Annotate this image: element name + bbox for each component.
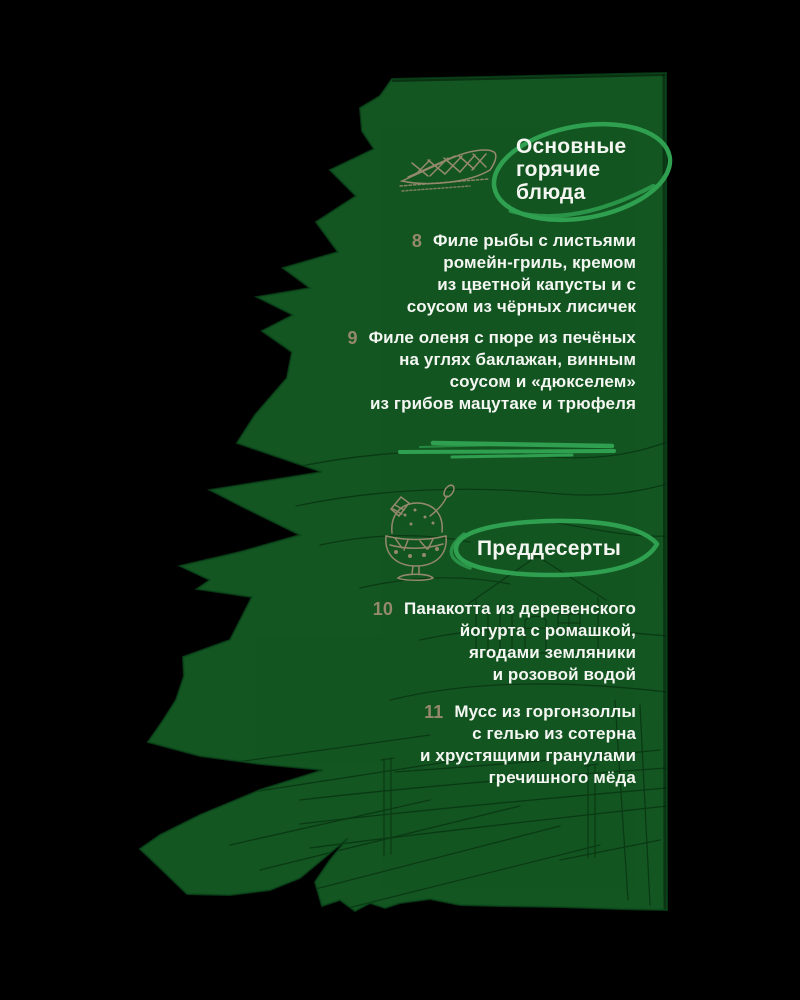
section-title-line: Основные xyxy=(516,135,627,158)
menu-item xyxy=(306,229,636,318)
menu-item xyxy=(306,597,636,686)
menu-item-text: Панакотта из деревенского xyxy=(404,599,636,618)
menu-item-number: 10 xyxy=(372,599,393,619)
section-title-line: блюда xyxy=(516,181,586,204)
menu-item-text: Филе рыбы с листьями xyxy=(433,231,636,250)
menu-item-text: и розовой водой xyxy=(492,665,636,684)
menu-item-text: из грибов мацутаке и трюфеля xyxy=(369,394,636,413)
menu-item-number: 9 xyxy=(347,328,358,348)
menu-item-text: йогурта с ромашкой, xyxy=(459,621,636,640)
section-title-line: горячие xyxy=(516,158,601,181)
menu-item-text: соусом из чёрных лисичек xyxy=(406,297,636,316)
menu-item-text: соусом и «дюкселем» xyxy=(449,372,636,391)
section-title-main-hot-dishes xyxy=(516,135,626,204)
menu-item-text: ромейн-гриль, кремом xyxy=(443,253,636,272)
section-title-line: Преддесерты xyxy=(477,537,621,560)
menu-item-text: из цветной капусты и с xyxy=(437,275,636,294)
menu-item-number: 11 xyxy=(424,702,444,722)
menu-item-text: гречишного мёда xyxy=(488,768,636,787)
section-title-pre-desserts xyxy=(477,537,621,560)
menu-item-text: на углях баклажан, винным xyxy=(399,350,636,369)
menu-item-text: Филе оленя с пюре из печёных xyxy=(368,328,636,347)
menu-item xyxy=(306,700,636,789)
menu-item-text: Мусс из горгонзоллы xyxy=(454,702,636,721)
menu-item-text: с гелью из сотерна xyxy=(472,724,636,743)
menu-item-text: и хрустящими гранулами xyxy=(420,746,636,765)
menu-item xyxy=(306,326,636,415)
menu-item-number: 8 xyxy=(411,231,423,251)
menu-item-text: ягодами земляники xyxy=(468,643,636,662)
